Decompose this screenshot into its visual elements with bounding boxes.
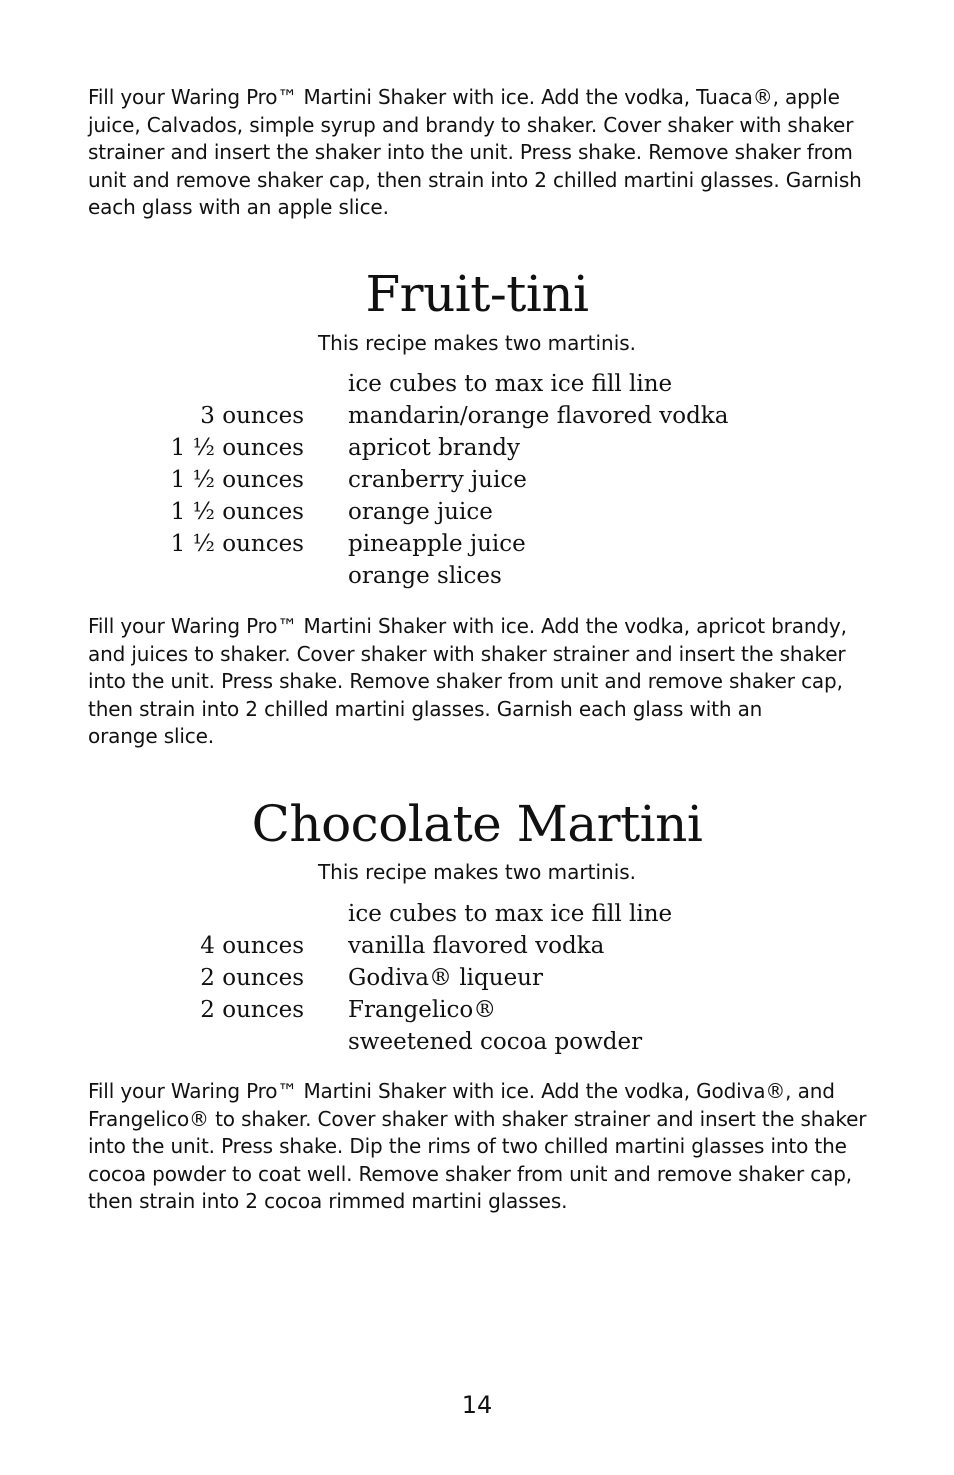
text-line: Fill your Waring Pro™ Martini Shaker with ice. Add the vodka, apricot brandy,: [88, 614, 847, 638]
ingredient-quantity: 2 ounces: [200, 965, 304, 991]
recipe-directions: [88, 1078, 868, 1216]
text-line: strainer and insert the shaker into the unit. Press shake. Remove shaker from: [88, 140, 853, 165]
ingredient-quantity: 4 ounces: [200, 933, 304, 959]
text-line: then strain into 2 chilled martini glasses. Garnish each glass with an: [88, 696, 763, 721]
page-number: 14: [461, 1391, 493, 1419]
recipe-title: Chocolate Martini: [251, 795, 703, 853]
recipe-yield: This recipe makes two martinis.: [317, 860, 637, 884]
text-line: orange slice.: [88, 724, 214, 749]
ingredient-row: [0, 496, 954, 528]
ingredient-row: [0, 368, 954, 400]
text-line: then strain into 2 cocoa rimmed martini glasses.: [88, 1189, 568, 1214]
text-line: into the unit. Press shake. Remove shaker from unit and remove shaker cap,: [88, 669, 843, 694]
ingredient-list: [0, 898, 954, 1058]
ingredient-row: [0, 930, 954, 962]
ingredient-name: orange juice: [348, 499, 493, 525]
ingredient-name: sweetened cocoa powder: [348, 1029, 643, 1055]
ingredient-name: ice cubes to max ice fill line: [348, 371, 673, 397]
ingredient-name: ice cubes to max ice fill line: [348, 901, 673, 927]
text-line: and juices to shaker. Cover shaker with shaker strainer and insert the shaker: [88, 641, 846, 666]
text-line: into the unit. Press shake. Dip the rims of two chilled martini glasses into the: [88, 1134, 847, 1159]
ingredient-name: mandarin/orange flavored vodka: [348, 403, 729, 429]
ingredient-row: [0, 432, 954, 464]
ingredient-row: [0, 560, 954, 592]
ingredient-row: [0, 528, 954, 560]
ingredient-quantity: 1 ½ ounces: [170, 531, 304, 557]
ingredient-quantity: 3 ounces: [200, 403, 304, 429]
ingredient-row: [0, 898, 954, 930]
ingredient-quantity: 1 ½ ounces: [170, 499, 304, 525]
text-line: Fill your Waring Pro™ Martini Shaker with ice. Add the vodka, Godiva®, and: [88, 1079, 835, 1103]
ingredient-name: apricot brandy: [348, 435, 521, 461]
ingredient-name: Frangelico®: [348, 997, 497, 1023]
ingredient-quantity: 2 ounces: [200, 997, 304, 1023]
ingredient-name: orange slices: [348, 563, 502, 589]
text-line: unit and remove shaker cap, then strain into 2 chilled martini glasses. Garnish: [88, 167, 862, 192]
recipe-title: Fruit-tini: [365, 265, 589, 323]
text-line: cocoa powder to coat well. Remove shaker from unit and remove shaker cap,: [88, 1161, 852, 1186]
text-line: each glass with an apple slice.: [88, 195, 389, 220]
text-line: Frangelico® to shaker. Cover shaker with shaker strainer and insert the shaker: [88, 1106, 867, 1131]
ingredient-row: [0, 400, 954, 432]
text-line: Fill your Waring Pro™ Martini Shaker with ice. Add the vodka, Tuaca®, apple: [88, 85, 840, 109]
intro-directions: [88, 84, 868, 222]
text-line: juice, Calvados, simple syrup and brandy to shaker. Cover shaker with shaker: [88, 112, 854, 137]
ingredient-name: Godiva® liqueur: [348, 965, 543, 991]
recipe-directions: [88, 613, 868, 751]
ingredient-name: vanilla flavored vodka: [348, 933, 605, 959]
recipe-yield: This recipe makes two martinis.: [317, 331, 637, 355]
ingredient-row: [0, 1026, 954, 1058]
ingredient-name: cranberry juice: [348, 467, 527, 493]
ingredient-quantity: 1 ½ ounces: [170, 435, 304, 461]
ingredient-row: [0, 464, 954, 496]
ingredient-quantity: 1 ½ ounces: [170, 467, 304, 493]
ingredient-row: [0, 994, 954, 1026]
ingredient-name: pineapple juice: [348, 531, 526, 557]
ingredient-row: [0, 962, 954, 994]
ingredient-list: [0, 368, 954, 592]
